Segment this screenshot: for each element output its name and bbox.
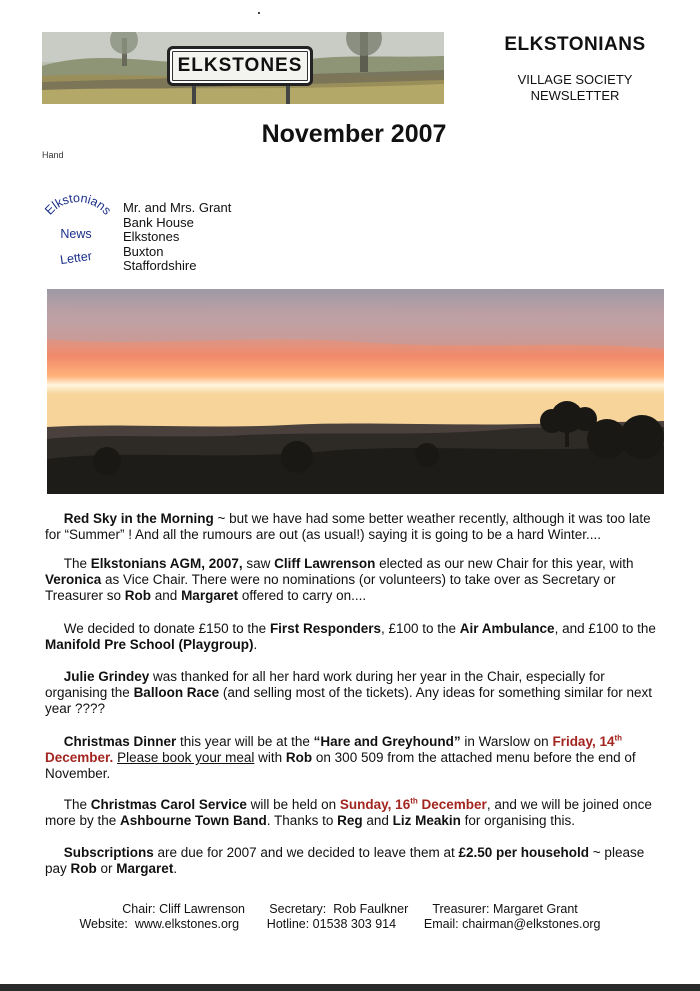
text-span: , £100 to the	[380, 621, 460, 636]
text-bold: Reg	[337, 813, 363, 828]
address-line: Bank House	[123, 214, 194, 230]
text-bold: Veronica	[45, 572, 102, 587]
text-bold: Ashbourne Town Band	[120, 813, 267, 828]
text-bold: Subscriptions	[63, 845, 154, 860]
text-span: offered to carry on....	[238, 588, 367, 603]
footer-officers: Chair: Cliff Lawrenson Secretary: Rob Faulkner Treasurer: Margaret Grant	[122, 902, 578, 916]
address-line: Buxton	[123, 243, 164, 259]
text-span: will be held on	[246, 797, 340, 812]
text-bold: “Hare and Greyhound”	[313, 734, 461, 749]
text-bold: Manifold Pre School (Playgroup)	[45, 637, 254, 652]
logo-letter-text: Letter	[59, 248, 93, 268]
newsletter-logo	[36, 194, 126, 272]
text-span: was thanked for all her hard work during her year in the Chair, especially for organising the	[45, 669, 605, 700]
text-span: . Thanks to	[266, 813, 338, 828]
text-bold: Julie Grindey	[63, 669, 150, 684]
text-highlight: December.	[45, 750, 114, 765]
text-span: and	[362, 813, 393, 828]
newsletter-title: ELKSTONIANS	[504, 34, 646, 55]
text-span: We decided to donate £150 to the	[63, 621, 270, 636]
text-span: ~ but we have had some better weather recently, although it was too late for “Summer” ! And all the rumours are out (as usual!) saying it is going to be a hard Winter....	[45, 511, 651, 542]
paragraph-red-sky	[45, 511, 663, 543]
subtitle-line-1: VILLAGE SOCIETY	[517, 72, 633, 87]
text-span: , and we will be joined once more by the	[45, 797, 652, 828]
footer-contacts: Website: www.elkstones.org Hotline: 01538 303 914 Email: chairman@elkstones.org	[79, 917, 601, 931]
text-span: for organising this.	[460, 813, 575, 828]
text-span: ~ please pay	[45, 845, 645, 876]
text-highlight: Friday, 14	[552, 734, 615, 749]
text-span: elected as our new Chair for this year, with	[375, 556, 634, 571]
address-line: Staffordshire	[123, 258, 197, 273]
text-bold: Christmas Carol Service	[90, 797, 247, 812]
text-bold: Balloon Race	[133, 685, 220, 700]
text-bold: Margaret	[116, 861, 174, 876]
delivery-note: Hand	[42, 150, 64, 160]
text-span: (and selling most of the tickets). Any ideas for something similar for next year ????	[45, 685, 653, 716]
paragraph-donations	[45, 621, 663, 653]
text-bold: Rob	[124, 588, 152, 603]
scan-edge	[0, 984, 700, 991]
logo-news-text: News	[60, 227, 92, 241]
text-span: The	[63, 556, 91, 571]
sunrise-scene	[47, 289, 664, 494]
text-span: on 300 509 from the attached menu before the end of November.	[45, 750, 636, 781]
newsletter-subtitle	[470, 72, 680, 104]
text-span: The	[63, 797, 91, 812]
text-span: are due for 2007 and we decided to leave them at	[153, 845, 459, 860]
text-bold: Christmas Dinner	[63, 734, 177, 749]
banner-photo	[42, 32, 444, 104]
subtitle-line-2: NEWSLETTER	[530, 88, 620, 103]
paragraph-julie-grindey	[45, 669, 663, 717]
text-span: as Vice Chair. There were no nominations (or volunteers) to take over as Secretary or Treasurer so	[45, 572, 616, 603]
paragraph-carol-service	[45, 797, 663, 829]
address-line: Mr. and Mrs. Grant	[123, 200, 232, 215]
text-bold: Liz Meakin	[392, 813, 461, 828]
text-bold: Elkstonians AGM, 2007,	[90, 556, 243, 571]
address-line: Elkstones	[123, 229, 180, 244]
text-bold: Red Sky in the Morning	[63, 511, 214, 526]
text-span: in Warslow on	[460, 734, 553, 749]
paragraph-agm	[45, 556, 663, 604]
paragraph-christmas-dinner	[45, 734, 663, 782]
text-span: and	[151, 588, 182, 603]
text-span: with	[254, 750, 286, 765]
village-sign-text: ELKSTONES	[177, 55, 303, 76]
text-span: , and £100 to the	[554, 621, 656, 636]
text-bold: Margaret	[181, 588, 239, 603]
text-span: this year will be at the	[176, 734, 314, 749]
text-bold: £2.50 per household	[458, 845, 590, 860]
text-span: saw	[242, 556, 275, 571]
text-highlight: th	[614, 733, 623, 743]
text-bold: First Responders	[269, 621, 381, 636]
text-span: or	[96, 861, 117, 876]
text-bold: Rob	[70, 861, 97, 876]
village-sign	[167, 46, 313, 86]
text-highlight: Sunday, 16	[339, 797, 411, 812]
text-highlight: th	[410, 796, 418, 806]
recipient-address	[123, 201, 231, 274]
text-span: .	[253, 637, 258, 652]
logo-arc-text: Elkstonians	[42, 194, 115, 218]
text-bold: Air Ambulance	[459, 621, 555, 636]
issue-date: November 2007	[261, 120, 447, 148]
text-underline: Please book your meal	[117, 750, 255, 765]
text-bold: Cliff Lawrenson	[274, 556, 376, 571]
paragraph-subscriptions	[45, 845, 663, 877]
sunrise-photo	[47, 289, 664, 494]
text-bold: Rob	[285, 750, 313, 765]
text-highlight: December	[417, 797, 487, 812]
scan-speck	[258, 12, 260, 14]
text-span: .	[173, 861, 178, 876]
